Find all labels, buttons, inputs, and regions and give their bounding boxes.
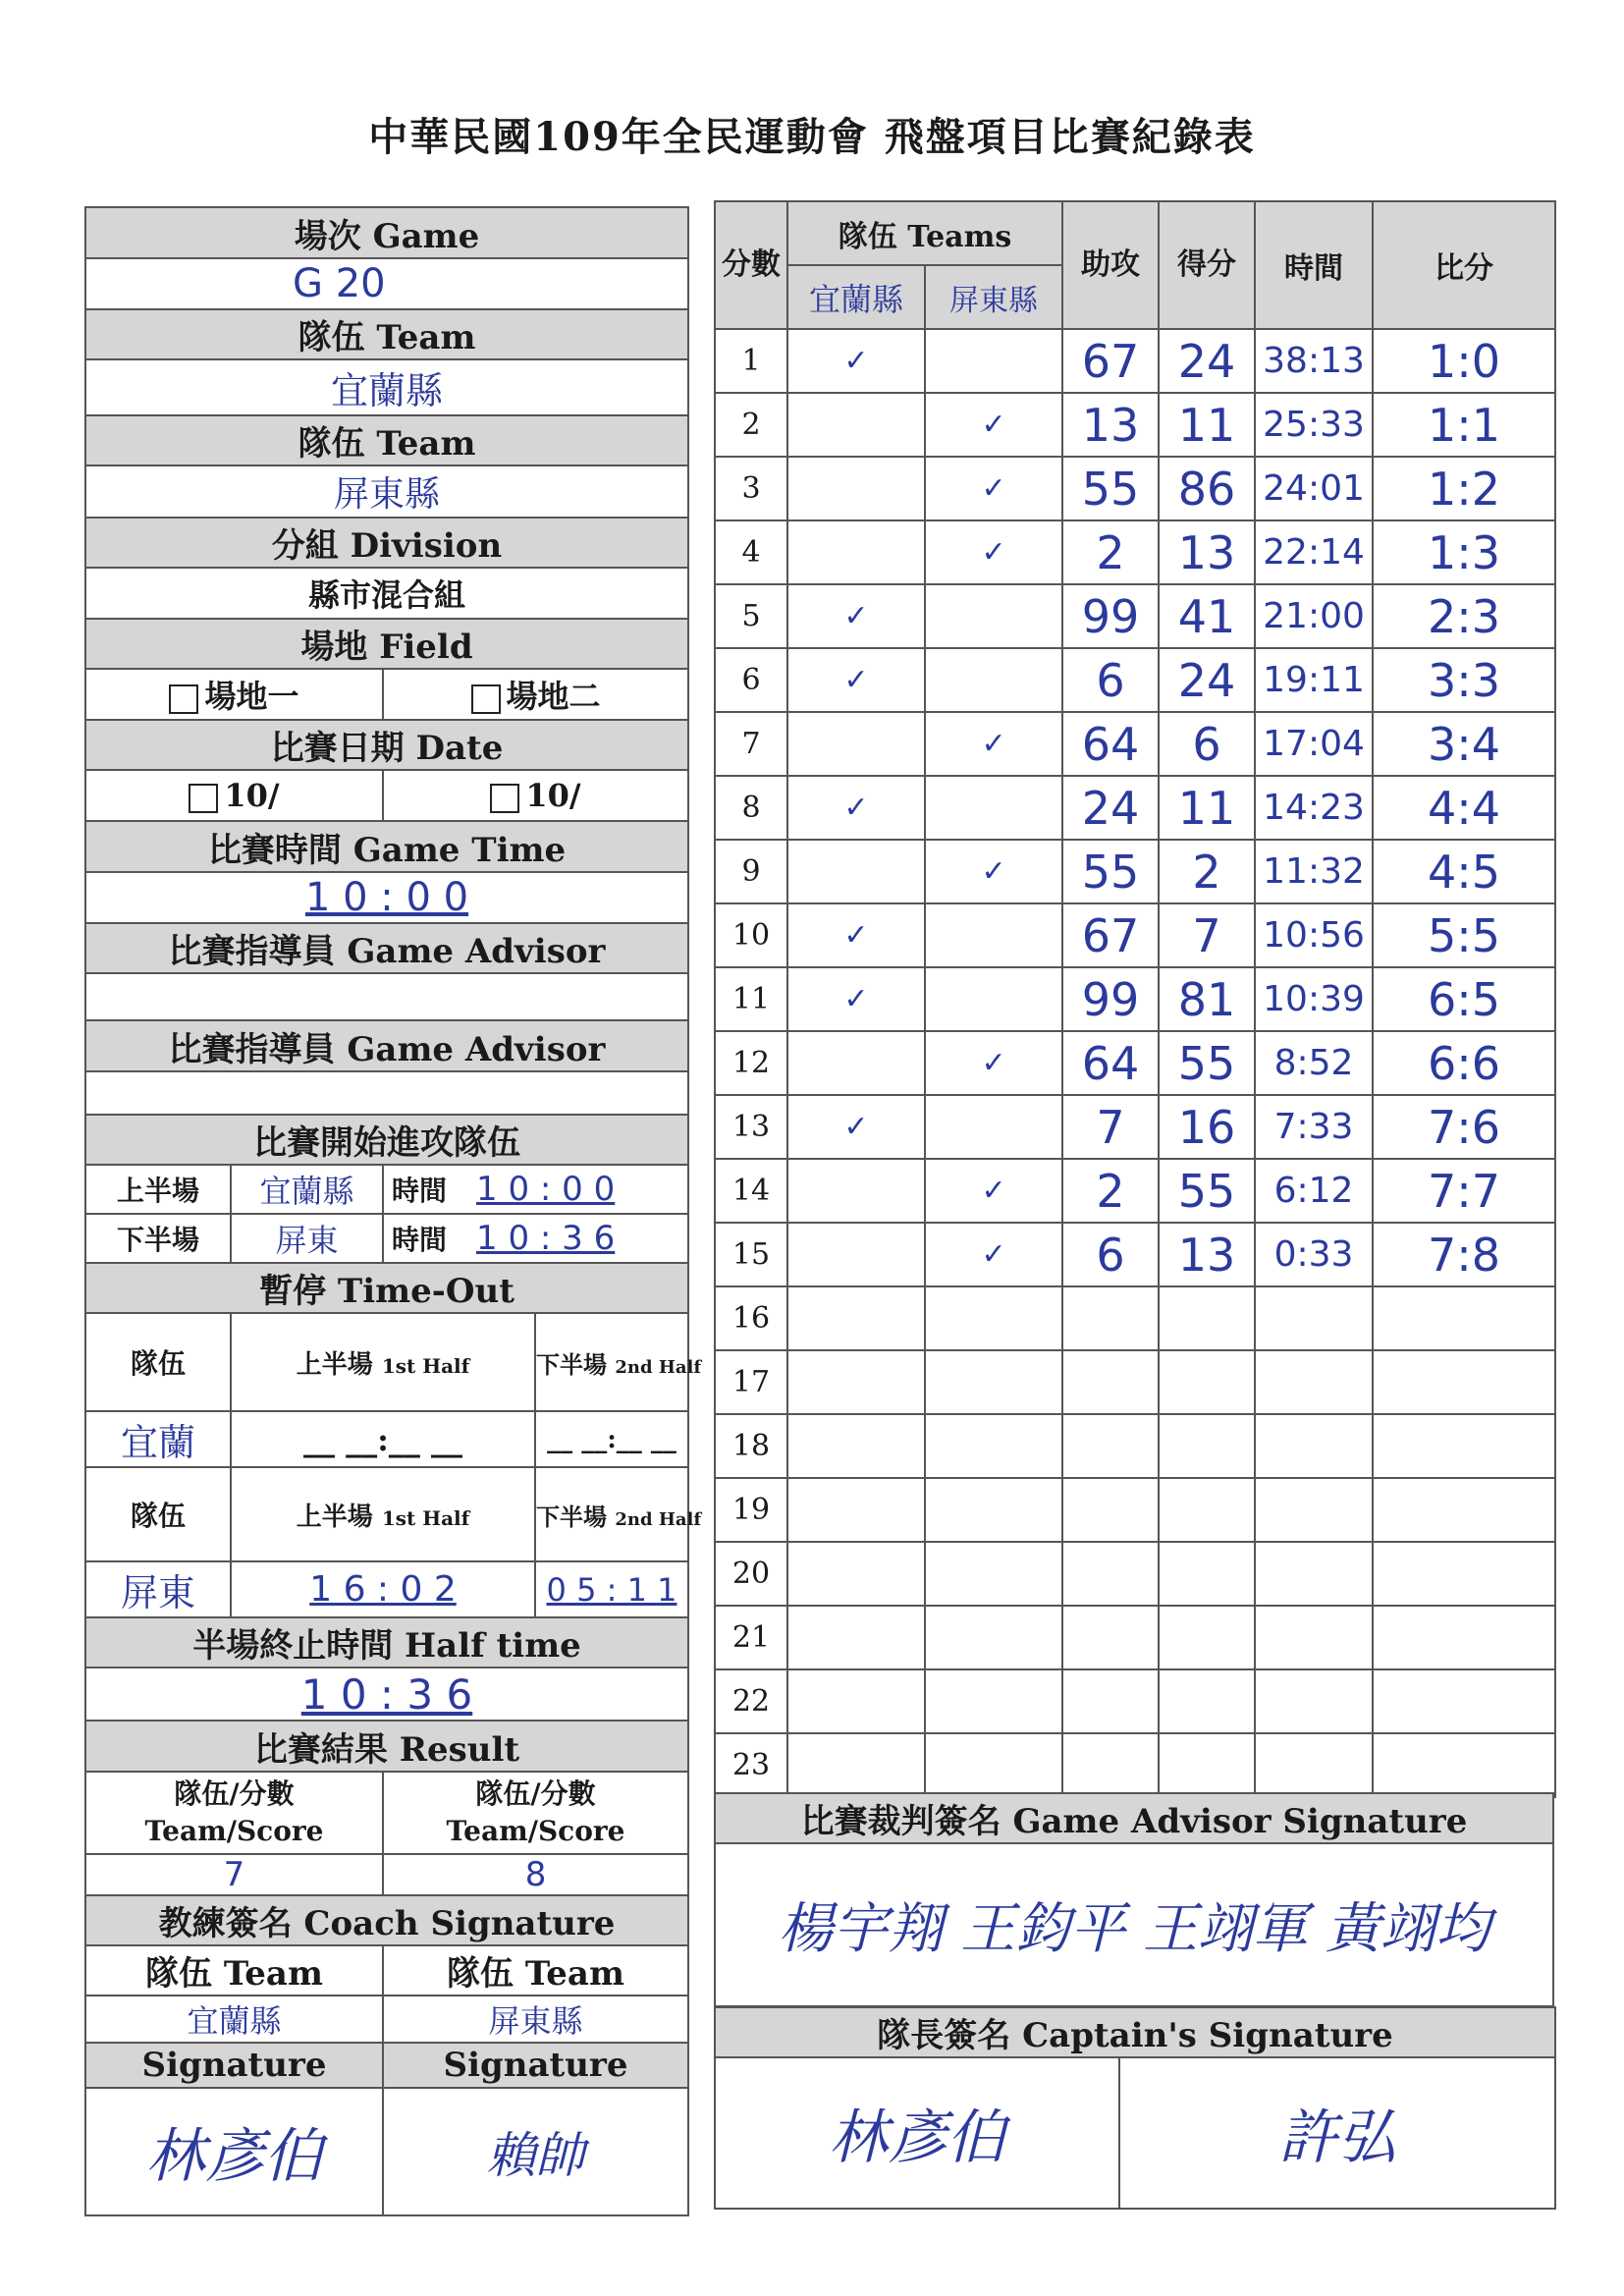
checkbox-icon xyxy=(169,684,198,714)
cell-team2-check xyxy=(925,1286,1062,1350)
result-col-label-2: 隊伍/分數 xyxy=(475,1777,596,1810)
cell-time xyxy=(1255,1606,1373,1669)
cell-team2-check: ✓ xyxy=(925,1159,1062,1223)
captain-signature-1: 林彥伯 xyxy=(715,2057,1119,2209)
cell-team2-check: ✓ xyxy=(925,1223,1062,1286)
game-info-form xyxy=(84,206,702,2216)
second-half-time: 1 0 : 3 6 xyxy=(476,1219,616,1258)
cell-row-number: 12 xyxy=(715,1031,787,1095)
result-label: 比賽結果 Result xyxy=(85,1721,688,1772)
field-label: 場地 Field xyxy=(85,619,688,669)
referee-signature-label: 比賽裁判簽名 Game Advisor Signature xyxy=(715,1793,1553,1843)
advisor2-value xyxy=(85,1071,688,1115)
cell-time: 19:11 xyxy=(1255,648,1373,712)
result-score-1: 7 xyxy=(85,1854,383,1895)
timeout-second-half-en: 2nd Half xyxy=(615,1356,702,1378)
cell-team2-check xyxy=(925,1095,1062,1159)
cell-row-number: 18 xyxy=(715,1414,787,1478)
cell-team2-check xyxy=(925,329,1062,393)
cell-goal: 2 xyxy=(1159,840,1255,903)
cell-row-number: 10 xyxy=(715,903,787,967)
cell-team1-check: ✓ xyxy=(787,648,925,712)
cell-assist: 67 xyxy=(1062,329,1159,393)
cell-team2-check xyxy=(925,584,1062,648)
cell-score: 6:6 xyxy=(1373,1031,1555,1095)
cell-assist: 24 xyxy=(1062,776,1159,840)
cell-time: 38:13 xyxy=(1255,329,1373,393)
cell-time xyxy=(1255,1478,1373,1542)
result-col-label-1: 隊伍/分數 xyxy=(174,1777,295,1810)
coach-signature-label: 教練簽名 Coach Signature xyxy=(85,1895,688,1945)
cell-team1-check: ✓ xyxy=(787,584,925,648)
cell-goal xyxy=(1159,1733,1255,1797)
timeout-team2-second: 0 5 : 1 1 xyxy=(535,1561,688,1617)
col-team1: 宜蘭縣 xyxy=(787,265,925,329)
cell-time: 14:23 xyxy=(1255,776,1373,840)
table-row xyxy=(715,1095,1555,1159)
table-row xyxy=(715,1414,1555,1478)
table-row xyxy=(715,1478,1555,1542)
cell-team1-check xyxy=(787,1669,925,1733)
result-score-2: 8 xyxy=(383,1854,688,1895)
table-row xyxy=(715,329,1555,393)
signature-label-1: Signature xyxy=(85,2043,383,2088)
col-score: 比分 xyxy=(1373,201,1555,329)
result-col-en-1: Team/Score xyxy=(144,1815,324,1847)
table-row xyxy=(715,520,1555,584)
table-row xyxy=(715,1733,1555,1797)
cell-time: 10:39 xyxy=(1255,967,1373,1031)
cell-score: 4:4 xyxy=(1373,776,1555,840)
cell-team1-check xyxy=(787,1159,925,1223)
cell-time: 17:04 xyxy=(1255,712,1373,776)
cell-team2-check: ✓ xyxy=(925,840,1062,903)
cell-score: 3:3 xyxy=(1373,648,1555,712)
cell-team2-check xyxy=(925,1733,1062,1797)
cell-score xyxy=(1373,1414,1555,1478)
cell-goal: 55 xyxy=(1159,1031,1255,1095)
halftime-value: 1 0 : 3 6 xyxy=(85,1667,688,1721)
cell-team1-check xyxy=(787,1350,925,1414)
date-option-2[interactable]: 10/ xyxy=(383,770,688,821)
cell-score: 4:5 xyxy=(1373,840,1555,903)
timeout-team2-first: 1 6 : 0 2 xyxy=(231,1561,535,1617)
cell-team1-check: ✓ xyxy=(787,967,925,1031)
field-option-2[interactable]: 場地二 xyxy=(383,669,688,720)
table-row xyxy=(715,393,1555,457)
timeout-second-half-en: 2nd Half xyxy=(615,1508,702,1530)
cell-assist xyxy=(1062,1542,1159,1606)
cell-team2-check: ✓ xyxy=(925,1031,1062,1095)
checkbox-icon xyxy=(471,684,501,714)
cell-team2-check xyxy=(925,1478,1062,1542)
cell-team1-check xyxy=(787,1286,925,1350)
referee-signature-box xyxy=(714,1792,1554,2007)
cell-assist xyxy=(1062,1286,1159,1350)
cell-team1-check xyxy=(787,520,925,584)
score-table xyxy=(714,200,1556,1798)
table-row xyxy=(715,1286,1555,1350)
cell-time xyxy=(1255,1414,1373,1478)
cell-assist: 99 xyxy=(1062,584,1159,648)
cell-goal: 11 xyxy=(1159,393,1255,457)
cell-row-number: 5 xyxy=(715,584,787,648)
cell-row-number: 6 xyxy=(715,648,787,712)
cell-score: 1:0 xyxy=(1373,329,1555,393)
cell-assist: 55 xyxy=(1062,457,1159,520)
cell-time xyxy=(1255,1733,1373,1797)
cell-goal: 13 xyxy=(1159,1223,1255,1286)
team2-value: 屏東縣 xyxy=(85,465,688,518)
cell-goal xyxy=(1159,1478,1255,1542)
cell-score: 3:4 xyxy=(1373,712,1555,776)
cell-row-number: 20 xyxy=(715,1542,787,1606)
cell-score: 7:8 xyxy=(1373,1223,1555,1286)
cell-goal xyxy=(1159,1350,1255,1414)
cell-goal xyxy=(1159,1414,1255,1478)
cell-row-number: 17 xyxy=(715,1350,787,1414)
cell-goal: 6 xyxy=(1159,712,1255,776)
cell-team1-check xyxy=(787,1223,925,1286)
cell-team2-check: ✓ xyxy=(925,712,1062,776)
checkbox-icon xyxy=(490,784,519,813)
cell-row-number: 14 xyxy=(715,1159,787,1223)
cell-goal: 11 xyxy=(1159,776,1255,840)
col-team2: 屏東縣 xyxy=(925,265,1062,329)
col-assist: 助攻 xyxy=(1062,201,1159,329)
cell-goal: 41 xyxy=(1159,584,1255,648)
timeout-second-half-label: 下半場 xyxy=(536,1349,607,1379)
checkbox-icon xyxy=(189,784,218,813)
timeout-label: 暫停 Time-Out xyxy=(85,1263,688,1313)
cell-team2-check: ✓ xyxy=(925,520,1062,584)
cell-assist xyxy=(1062,1669,1159,1733)
time-label: 時間 xyxy=(392,1224,448,1256)
cell-score: 1:2 xyxy=(1373,457,1555,520)
cell-row-number: 19 xyxy=(715,1478,787,1542)
cell-time: 11:32 xyxy=(1255,840,1373,903)
cell-row-number: 11 xyxy=(715,967,787,1031)
table-row xyxy=(715,1350,1555,1414)
captain-signature-2: 許弘 xyxy=(1119,2057,1555,2209)
cell-assist xyxy=(1062,1414,1159,1478)
cell-team2-check xyxy=(925,1542,1062,1606)
cell-score xyxy=(1373,1478,1555,1542)
cell-assist: 55 xyxy=(1062,840,1159,903)
cell-time xyxy=(1255,1542,1373,1606)
advisor2-label: 比賽指導員 Game Advisor xyxy=(85,1020,688,1071)
game-label: 場次 Game xyxy=(85,207,688,258)
cell-score xyxy=(1373,1606,1555,1669)
cell-team2-check: ✓ xyxy=(925,393,1062,457)
cell-team2-check xyxy=(925,967,1062,1031)
cell-row-number: 8 xyxy=(715,776,787,840)
cell-row-number: 2 xyxy=(715,393,787,457)
division-label: 分組 Division xyxy=(85,518,688,568)
cell-team2-check xyxy=(925,1669,1062,1733)
cell-time xyxy=(1255,1669,1373,1733)
cell-team1-check xyxy=(787,393,925,457)
second-half-label: 下半場 xyxy=(85,1214,231,1263)
signature-label-2: Signature xyxy=(383,2043,688,2088)
cell-team1-check xyxy=(787,1478,925,1542)
cell-assist: 2 xyxy=(1062,1159,1159,1223)
cell-assist: 64 xyxy=(1062,1031,1159,1095)
cell-row-number: 4 xyxy=(715,520,787,584)
captain-signature-label: 隊長簽名 Captain's Signature xyxy=(715,2007,1555,2057)
cell-team1-check xyxy=(787,1031,925,1095)
table-row xyxy=(715,712,1555,776)
coach-team-1: 宜蘭縣 xyxy=(85,1995,383,2043)
cell-score xyxy=(1373,1286,1555,1350)
cell-score: 1:3 xyxy=(1373,520,1555,584)
first-half-label: 上半場 xyxy=(85,1165,231,1214)
cell-time: 22:14 xyxy=(1255,520,1373,584)
cell-row-number: 22 xyxy=(715,1669,787,1733)
cell-time: 6:12 xyxy=(1255,1159,1373,1223)
cell-goal: 55 xyxy=(1159,1159,1255,1223)
cell-team2-check xyxy=(925,1606,1062,1669)
cell-team1-check xyxy=(787,1606,925,1669)
team1-value: 宜蘭縣 xyxy=(85,359,688,415)
cell-score xyxy=(1373,1669,1555,1733)
cell-score xyxy=(1373,1733,1555,1797)
first-half-team: 宜蘭縣 xyxy=(231,1165,383,1214)
coach-team-label-2: 隊伍 Team xyxy=(383,1945,688,1995)
table-row xyxy=(715,776,1555,840)
cell-team1-check xyxy=(787,1733,925,1797)
cell-team2-check: ✓ xyxy=(925,457,1062,520)
cell-time: 0:33 xyxy=(1255,1223,1373,1286)
cell-assist: 13 xyxy=(1062,393,1159,457)
table-row xyxy=(715,1223,1555,1286)
team2-label: 隊伍 Team xyxy=(85,415,688,465)
col-time: 時間 xyxy=(1255,201,1373,329)
first-half-time: 1 0 : 0 0 xyxy=(476,1170,616,1209)
date-label: 比賽日期 Date xyxy=(85,720,688,770)
coach-team-label-1: 隊伍 Team xyxy=(85,1945,383,1995)
cell-goal xyxy=(1159,1606,1255,1669)
advisor1-value xyxy=(85,973,688,1020)
coach-signature-1: 林彥伯 xyxy=(85,2088,383,2215)
cell-score xyxy=(1373,1350,1555,1414)
cell-team1-check xyxy=(787,840,925,903)
gametime-value: 1 0 : 0 0 xyxy=(85,872,688,923)
halftime-label: 半場終止時間 Half time xyxy=(85,1617,688,1667)
team1-label: 隊伍 Team xyxy=(85,309,688,359)
timeout-first-half-label: 上半場 xyxy=(296,1502,373,1532)
cell-time: 10:56 xyxy=(1255,903,1373,967)
timeout-team1: 宜蘭 xyxy=(85,1411,231,1467)
table-row xyxy=(715,1606,1555,1669)
timeout-first-half-en: 1st Half xyxy=(381,1353,470,1378)
gametime-label: 比賽時間 Game Time xyxy=(85,821,688,872)
cell-score: 6:5 xyxy=(1373,967,1555,1031)
page-title: 中華民國109年全民運動會 飛盤項目比賽紀錄表 xyxy=(368,114,1256,160)
table-row xyxy=(715,1031,1555,1095)
cell-time: 24:01 xyxy=(1255,457,1373,520)
table-row xyxy=(715,840,1555,903)
cell-score: 7:6 xyxy=(1373,1095,1555,1159)
timeout-second-half-label: 下半場 xyxy=(536,1502,607,1531)
cell-goal: 7 xyxy=(1159,903,1255,967)
cell-time: 21:00 xyxy=(1255,584,1373,648)
cell-row-number: 7 xyxy=(715,712,787,776)
table-row xyxy=(715,1669,1555,1733)
table-row xyxy=(715,1159,1555,1223)
cell-row-number: 15 xyxy=(715,1223,787,1286)
cell-goal: 16 xyxy=(1159,1095,1255,1159)
cell-team1-check: ✓ xyxy=(787,1095,925,1159)
cell-score: 1:1 xyxy=(1373,393,1555,457)
cell-score: 7:7 xyxy=(1373,1159,1555,1223)
cell-assist xyxy=(1062,1606,1159,1669)
table-row xyxy=(715,648,1555,712)
col-goal: 得分 xyxy=(1159,201,1255,329)
table-row xyxy=(715,1542,1555,1606)
timeout-team-label: 隊伍 xyxy=(85,1313,231,1411)
cell-assist: 99 xyxy=(1062,967,1159,1031)
cell-goal xyxy=(1159,1669,1255,1733)
cell-row-number: 13 xyxy=(715,1095,787,1159)
coach-team-2: 屏東縣 xyxy=(383,1995,688,2043)
cell-assist xyxy=(1062,1350,1159,1414)
cell-team1-check: ✓ xyxy=(787,329,925,393)
cell-assist: 67 xyxy=(1062,903,1159,967)
advisor1-label: 比賽指導員 Game Advisor xyxy=(85,923,688,973)
col-points: 分數 xyxy=(715,201,787,329)
cell-row-number: 16 xyxy=(715,1286,787,1350)
table-row xyxy=(715,457,1555,520)
timeout-team2: 屏東 xyxy=(85,1561,231,1617)
cell-score: 2:3 xyxy=(1373,584,1555,648)
cell-team1-check: ✓ xyxy=(787,776,925,840)
col-teams: 隊伍 Teams xyxy=(787,201,1062,265)
timeout-team1-second: __ __:__ __ xyxy=(535,1411,688,1467)
game-value: G 20 xyxy=(85,258,688,309)
cell-assist: 6 xyxy=(1062,648,1159,712)
cell-assist: 64 xyxy=(1062,712,1159,776)
timeout-team-label-2: 隊伍 xyxy=(85,1467,231,1561)
referee-signatures: 楊宇翔 王鈞平 王翊軍 黃翊均 xyxy=(715,1843,1553,2006)
cell-goal: 13 xyxy=(1159,520,1255,584)
cell-row-number: 9 xyxy=(715,840,787,903)
table-row xyxy=(715,967,1555,1031)
cell-assist: 7 xyxy=(1062,1095,1159,1159)
cell-team1-check xyxy=(787,1414,925,1478)
cell-row-number: 1 xyxy=(715,329,787,393)
cell-score: 5:5 xyxy=(1373,903,1555,967)
cell-assist: 2 xyxy=(1062,520,1159,584)
cell-row-number: 3 xyxy=(715,457,787,520)
cell-goal: 81 xyxy=(1159,967,1255,1031)
cell-team1-check xyxy=(787,712,925,776)
cell-row-number: 23 xyxy=(715,1733,787,1797)
cell-goal: 24 xyxy=(1159,648,1255,712)
timeout-team1-first: __ __:__ __ xyxy=(231,1411,535,1467)
cell-goal xyxy=(1159,1542,1255,1606)
cell-score xyxy=(1373,1542,1555,1606)
cell-assist xyxy=(1062,1733,1159,1797)
result-col-en-2: Team/Score xyxy=(446,1815,625,1847)
cell-time xyxy=(1255,1350,1373,1414)
timeout-first-half-en: 1st Half xyxy=(381,1505,470,1530)
cell-assist: 6 xyxy=(1062,1223,1159,1286)
captain-signature-box xyxy=(714,2006,1556,2210)
cell-time xyxy=(1255,1286,1373,1350)
cell-team1-check xyxy=(787,457,925,520)
date-option-1[interactable]: 10/ xyxy=(85,770,383,821)
cell-team2-check xyxy=(925,903,1062,967)
cell-team2-check xyxy=(925,1350,1062,1414)
coach-signature-2: 賴帥 xyxy=(383,2088,688,2215)
cell-row-number: 21 xyxy=(715,1606,787,1669)
cell-team2-check xyxy=(925,1414,1062,1478)
division-value: 縣市混合組 xyxy=(85,568,688,619)
cell-team2-check xyxy=(925,776,1062,840)
table-row xyxy=(715,903,1555,967)
cell-time: 25:33 xyxy=(1255,393,1373,457)
cell-team1-check: ✓ xyxy=(787,903,925,967)
cell-goal: 86 xyxy=(1159,457,1255,520)
cell-team2-check xyxy=(925,648,1062,712)
start-offense-label: 比賽開始進攻隊伍 xyxy=(85,1115,688,1165)
cell-assist xyxy=(1062,1478,1159,1542)
cell-time: 8:52 xyxy=(1255,1031,1373,1095)
time-label: 時間 xyxy=(392,1175,448,1207)
cell-team1-check xyxy=(787,1542,925,1606)
cell-time: 7:33 xyxy=(1255,1095,1373,1159)
field-option-1[interactable]: 場地一 xyxy=(85,669,383,720)
table-row xyxy=(715,584,1555,648)
timeout-first-half-label: 上半場 xyxy=(296,1349,373,1380)
second-half-team: 屏東 xyxy=(231,1214,383,1263)
cell-goal xyxy=(1159,1286,1255,1350)
cell-goal: 24 xyxy=(1159,329,1255,393)
